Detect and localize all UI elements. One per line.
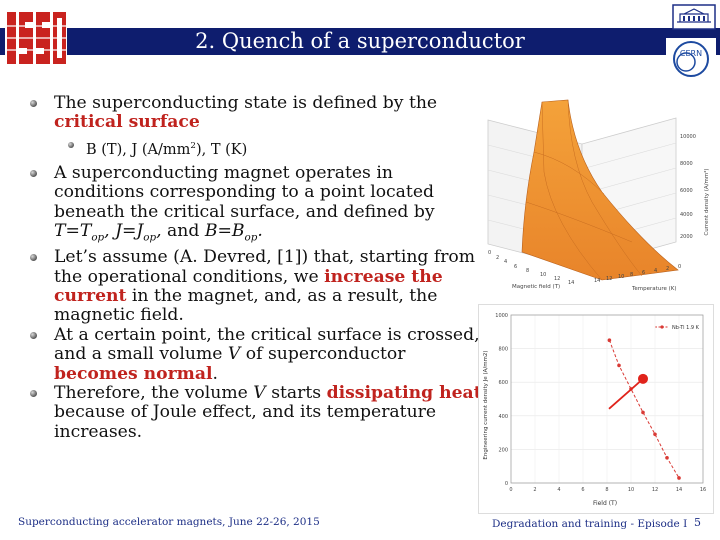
data-point: [665, 456, 669, 460]
z-tick: 10000: [680, 134, 696, 140]
x-tick-label: 2: [533, 487, 537, 493]
bullet-critical-surface: The superconducting state is defined by the critical surface: [28, 94, 488, 133]
page-number: 5: [694, 516, 701, 529]
footer-episode: Degradation and training - Episode I: [492, 518, 688, 530]
y-tick: 14: [594, 278, 601, 284]
y-tick: 6: [642, 270, 646, 276]
x-tick: 14: [568, 280, 575, 286]
y-tick-label: 0: [504, 481, 508, 487]
je-vs-field-chart: [478, 304, 714, 514]
bullet-operating-point: A superconducting magnet operates in conditions corresponding to a point located beneath the critical surface, and defined by $T=T_{op}$, $J=J_{op}$, and $B=B_{op}$.: [28, 164, 488, 248]
footer-course-title: Superconducting accelerator magnets, June 22-26, 2015: [18, 516, 320, 528]
data-point: [641, 411, 645, 415]
y-tick-label: 200: [498, 447, 508, 454]
y-tick-label: 1000: [495, 313, 508, 319]
operating-point-line: [609, 379, 643, 409]
data-point: [677, 476, 681, 480]
x-tick-label: 10: [627, 487, 635, 493]
slide-title: 2. Quench of a superconductor: [195, 29, 525, 53]
y-tick: 4: [654, 268, 658, 274]
critical-surface-3d-plot: [482, 92, 714, 298]
x-tick-label: 6: [581, 487, 585, 493]
cern-logo-text: CERN: [679, 49, 703, 58]
highlight-becomes-normal: becomes normal: [54, 363, 213, 384]
legend-label: Nb-Ti 1.9 K: [672, 325, 699, 331]
x-tick-label: 4: [557, 487, 561, 493]
bullet-dissipating-heat: Therefore, the volume V starts dissipating heat because of Joule effect, and its temperature increases.: [28, 384, 488, 442]
x-tick-label: 16: [699, 487, 707, 493]
bullet-increase-current: Let’s assume (A. Devred, [1]) that, starting from the operational conditions, we increase the current in the magnet, and, as a result, the magnetic field.: [28, 248, 488, 326]
y-tick: 0: [678, 264, 682, 270]
z-tick: 8000: [680, 161, 693, 167]
slide-body: [28, 94, 488, 442]
y-tick-label: 800: [498, 346, 508, 353]
y-tick: 2: [666, 266, 670, 272]
bullet-becomes-normal: At a certain point, the critical surface is crossed, and a small volume V of superconductor becomes normal.: [28, 326, 488, 384]
x-tick: 4: [504, 259, 508, 265]
data-point: [617, 364, 621, 368]
x-tick: 2: [496, 255, 500, 261]
z-tick: 2000: [680, 234, 693, 240]
sub-bullet-units: B (T), J $(A/mm^2)$, T (K): [28, 137, 488, 160]
data-point: [608, 338, 612, 342]
chart-x-axis-label: Field (T): [592, 500, 618, 507]
x-tick-label: 0: [509, 487, 513, 493]
x-axis-label: Magnetic field (T): [512, 284, 561, 290]
y-axis-label: Temperature (K): [632, 286, 677, 292]
z-axis-label: Current density (A/mm²): [704, 168, 710, 236]
isso-logo: [5, 6, 67, 70]
x-tick-label: 8: [605, 487, 609, 493]
z-tick: 4000: [680, 212, 693, 218]
x-tick: 10: [540, 272, 547, 278]
y-tick: 12: [606, 276, 613, 282]
cern-logo: [666, 38, 716, 80]
chart-y-axis-label: Engineering current density Je (A/mm2): [483, 350, 489, 460]
operating-point: [638, 374, 648, 384]
highlight-increase-current: increase the current: [54, 266, 443, 306]
x-tick-label: 14: [675, 487, 683, 493]
y-tick: 8: [630, 272, 634, 278]
y-tick: 10: [618, 274, 625, 280]
x-tick: 8: [526, 268, 530, 274]
y-tick-label: 400: [498, 413, 508, 420]
data-point: [653, 432, 657, 436]
x-tick: 12: [554, 276, 561, 282]
x-tick-label: 12: [651, 487, 659, 493]
highlight-critical-surface: critical surface: [54, 112, 200, 133]
highlight-dissipating-heat: dissipating heat: [326, 382, 482, 403]
x-tick: 6: [514, 264, 518, 270]
y-tick-label: 600: [498, 380, 508, 387]
x-tick: 0: [488, 250, 492, 256]
cern-building-logo: [672, 4, 716, 30]
chart-legend: [655, 325, 700, 331]
z-tick: 6000: [680, 188, 693, 194]
